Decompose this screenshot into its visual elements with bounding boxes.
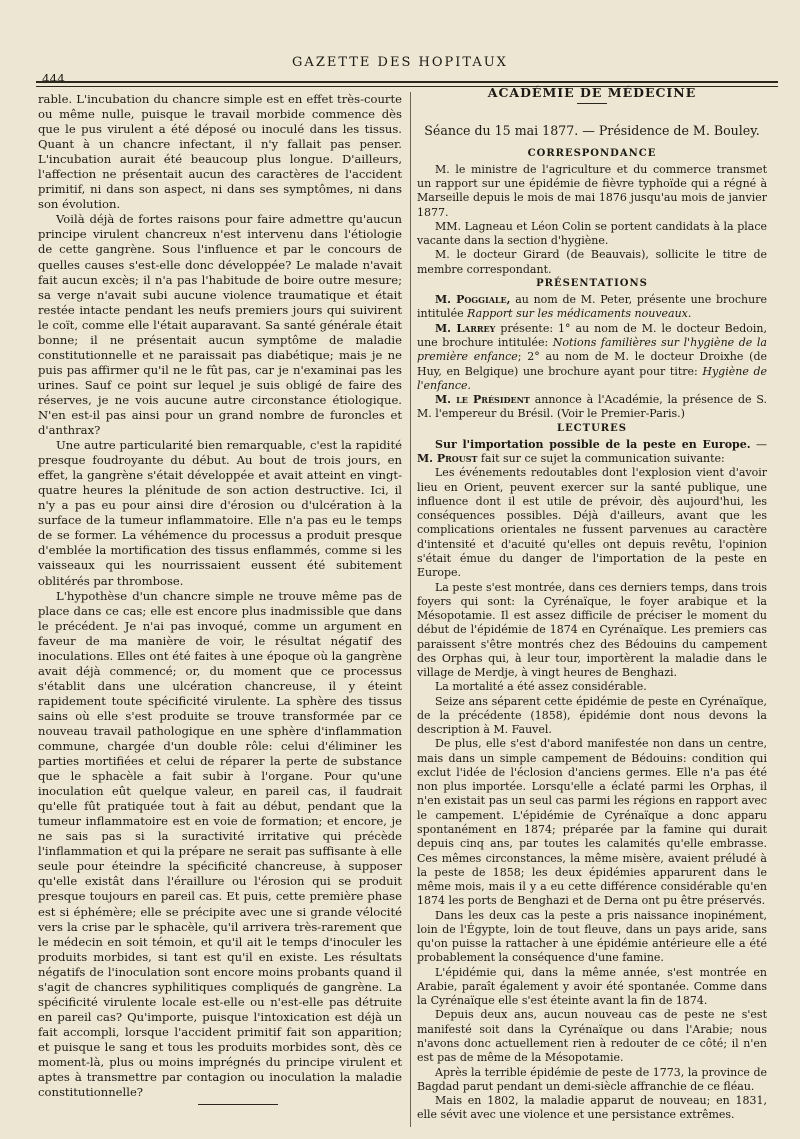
lecture-intro-text: fait sur ce sujet la communication suivante:: [477, 452, 725, 466]
header-rule: [36, 81, 778, 83]
left-paragraph: rable. L'incubation du chancre simple est en effet très-courte ou même nulle, puisque le travail morbide commence dès que le pus virulent a été déposé ou inoculé dans les tissus. Quant à un chancre infectant, il n'y fallait pas penser. L'incubation aurait été beaucoup plus longue. D'ailleurs, l'affection ne présentait aucun des caractères de l'accident primitif, ni dans son aspect, ni dans ses symptômes, ni dans son évolution.: [38, 92, 402, 212]
left-paragraph: L'hypothèse d'un chancre simple ne trouve même pas de place dans ce cas; elle est encore plus inadmissible que dans le précédent. Je n'ai pas invoqué, comme un argument en faveur de ma manière de voir, le résultat négatif des inoculations. Elles ont été faites à une époque où la gangrène avait déjà commencé; or, du moment que ce processus s'établit dans une ulcération chancreuse, il y éteint rapidement toute spécificité virulente. La sphère des tissus sains où elle s'est produite se trouve transformée par ce nouveau travail pathologique en une sphère d'inflammation commune, chargée d'un double rôle: celui d'éliminer les parties mortifiées et celui de réparer la perte de substance que le sphacèle a fait subir à l'organe. Pour qu'une inoculation eût quelque valeur, en pareil cas, il faudrait qu'elle fût pratiquée tout à fait au début, pendant que la tumeur inflammatoire est en voie de formation; et encore, je ne sais pas si la suractivité irritative qui précède l'inflammation et qui la prépare ne serait pas suffisante à elle seule pour éteindre la spécificité chancreuse, à supposer qu'elle existât dans l'éraillure ou l'érosion qui se produit presque toujours en pareil cas. Et puis, cette première phase est si éphémère; elle se précipite avec une si grande vélocité vers la crise par le sphacèle, qu'il arrivera très-rarement que le médecin en soit témoin, et qu'il ait le temps d'inoculer les produits morbides, si tant est qu'il en existe. Les résultats négatifs de l'inoculation sont encore moins probants quand il s'agit de chancres syphilitiques compliqués de gangrène. La spécificité virulente locale est-elle ou n'est-elle pas détruite en pareil cas? Qu'importe, puisque l'intoxication est déjà un fait accompli, lorsque l'accident primitif fait son apparition; et puisque le sang et tous les produits morbides sont, dès ce moment-là, plus ou moins imprégnés du principe virulent et aptes à transmettre par contagion ou inoculation la maladie constitutionnelle?: [38, 588, 402, 1100]
lecture-title: Sur l'importation possible de la peste en Europe.: [435, 437, 751, 451]
page-number: 444: [42, 72, 65, 86]
presentation-item: [417, 293, 767, 322]
presentations-heading: PRÉSENTATIONS: [536, 277, 648, 289]
seance-line: Séance du 15 mai 1877. — Présidence de M. Bouley.: [424, 123, 760, 139]
presentation-item: [417, 322, 767, 393]
brochure-title: Hygiène de l'enfance.: [417, 364, 767, 392]
speaker-name: M. Larrey: [435, 321, 496, 335]
journal-title: GAZETTE DES HOPITAUX: [292, 55, 508, 70]
left-paragraph: Voilà déjà de fortes raisons pour faire admettre qu'aucun principe virulent chancreux n'est intervenu dans l'étiologie de cette gangrène. Sous l'influence et par le concours de quelles causes s'est-elle donc développée? Le malade n'avait fait aucun excès; il n'a pas l'habitude de boire outre mesure; sa verge n'avait subi aucune violence traumatique et était restée intacte pendant les neufs premiers jours qui suivirent le coït, comme elle l'était auparavant. Sa santé générale était bonne; il ne présentait aucun symptôme de maladie constitutionnelle et ne paraissait pas diabétique; mais je ne puis pas affirmer qu'il ne le fût pas, car je n'examinai pas les urines. Sauf ce point sur lequel je suis obligé de faire des réserves, je ne vois aucune autre circonstance étiologique. N'en est-il pas ainsi pour un grand nombre de furoncles et d'anthrax?: [38, 212, 402, 438]
correspondance-paragraph: M. le docteur Girard (de Beauvais), sollicite le titre de membre correspondant.: [417, 248, 767, 276]
lecture-paragraph: Mais en 1802, la maladie apparut de nouveau; en 1831, elle sévit avec une violence et une persistance extrêmes.: [417, 1094, 767, 1122]
correspondance-paragraph: MM. Lagneau et Léon Colin se portent candidats à la place vacante dans la section d'hygiène.: [417, 219, 767, 248]
correspondance-heading: CORRESPONDANCE: [527, 147, 657, 159]
lecture-paragraph: De plus, elle s'est d'abord manifestée non dans un centre, mais dans un simple campement de Bédouins: condition qui exclut l'idée de l'éclosion d'anciens germes. Elle n'a pas été non plus importée. Lorsqu'elle a éclaté parmi les Orphas, il n'en existait pas un seul cas parmi les régions en rapport avec le campement. L'épidémie de Cyrénaïque a donc apparu spontanément en 1874; préparée par la famine qui durait depuis cinq ans, par toutes les calamités qu'elle embrasse. Ces mêmes circonstances, la même misère, avaient préludé à la peste de 1858; les deux épidémies apparurent dans le même mois, mais il y a eu cette différence considérable qu'en 1874 les ports de Benghazi et de Derna ont pu être préservés.: [417, 737, 767, 908]
presentation-item: [417, 393, 767, 422]
lecture-paragraph: La peste s'est montrée, dans ces derniers temps, dans trois foyers qui sont: la Cyrénaïque, le foyer arabique et la Mésopotamie. Il est assez difficile de préciser le moment du début de l'épidémie de 1874 en Cyrénaïque. Les premiers cas paraissent s'être montrés chez des Bédouins du campement des Orphas qui, à leur tour, importèrent la maladie dans le village de Merdje, à vingt heures de Benghazi.: [417, 580, 767, 680]
brochure-title: Rapport sur les médicaments nouveaux.: [467, 307, 692, 321]
lecture-paragraph: Les événements redoutables dont l'explosion vient d'avoir lieu en Orient, peuvent exercer sur la santé publique, une influence dont il est utile de prévoir, dès aujourd'hui, les conséquences possibles. Déjà d'ailleurs, avant que les complications orientales ne fussent parvenues au caractère d'intensité et d'acuité qu'elles ont depuis revêtu, l'opinion s'était émue du danger de l'importation de la peste en Europe.: [417, 466, 767, 580]
presentation-text: au nom de M. Peter, présente une brochure intitulée: [417, 293, 767, 321]
left-paragraph: Une autre particularité bien remarquable, c'est la rapidité presque foudroyante du début. Au bout de trois jours, en effet, la gangrène s'était développée et avait atteint en vingt-quatre heures la plénitude de son action destructive. Ici, il n'y a pas eu pour ainsi dire d'érosion ou d'ulcération à la surface de la tumeur inflammatoire. Elle n'a pas eu le temps de se former. La véhémence du processus a produit presque d'emblée la mortification des tissus enflammés, comme si les vaisseaux qui les nourrissaient eussent été subitement oblitérés par thrombose.: [38, 438, 402, 588]
lecture-paragraph: Seize ans séparent cette épidémie de peste en Cyrénaïque, de la précédente (1858), épidémie dont nous devons la description à M. Fauvel.: [417, 694, 767, 737]
column-divider: [410, 92, 411, 1127]
left-column: [38, 92, 402, 1105]
presentation-text: ; 2° au nom de M. le docteur Droixhe (de Huy, en Belgique) une brochure ayant pour titre:: [417, 350, 768, 378]
lecture-paragraph: Depuis deux ans, aucun nouveau cas de peste ne s'est manifesté soit dans la Cyrénaïque ou dans l'Arabie; nous n'avons donc actuellement rien à redouter de ce côté; il n'en est pas de même de la Mésopotamie.: [417, 1008, 767, 1065]
speaker-name: M. Poggiale,: [435, 293, 511, 307]
lecture-paragraph: Après la terrible épidémie de peste de 1773, la province de Bagdad parut pendant un demi-siècle affranchie de ce fléau.: [417, 1065, 767, 1093]
lecture-paragraph: L'épidémie qui, dans la même année, s'est montrée en Arabie, paraît également y avoir été spontanée. Comme dans la Cyrénaïque elle s'est éteinte avant la fin de 1874.: [417, 965, 767, 1008]
lecture-intro: Sur l'importation possible de la peste en Europe. — M. Proust fait sur ce sujet la communication suivante:: [417, 437, 767, 466]
correspondance-paragraph: M. le ministre de l'agriculture et du commerce transmet un rapport sur une épidémie de fièvre typhoïde qui a régné à Marseille depuis le mois de mai 1876 jusqu'au mois de janvier 1877.: [417, 162, 767, 219]
speaker-name: M. Proust: [417, 452, 478, 466]
lectures-heading: LECTURES: [557, 422, 627, 434]
title-rule: [577, 103, 607, 104]
speaker-name: M. le Président: [435, 393, 530, 407]
brochure-title: Notions familières sur l'hygiène de la première enfance: [417, 335, 767, 364]
section-title: ACADÉMIE DE MÉDECINE: [487, 85, 697, 100]
lecture-paragraph: La mortalité a été assez considérable.: [435, 680, 647, 694]
presentation-text: présente: 1° au nom de M. le docteur Bedoin, une brochure intitulée:: [417, 321, 767, 349]
presentation-text: annonce à l'Académie, la présence de S. M. l'empereur du Brésil. (Voir le Premier-Paris.): [417, 393, 767, 421]
lecture-paragraph: Dans les deux cas la peste a pris naissance inopinément, loin de l'Égypte, loin de tout fleuve, dans un pays aride, sans qu'on puisse la rattacher à une épidémie antérieure elle a été probablement la conséquence d'une famine.: [417, 908, 767, 965]
right-column: [417, 86, 767, 1123]
end-rule: [198, 1104, 278, 1105]
